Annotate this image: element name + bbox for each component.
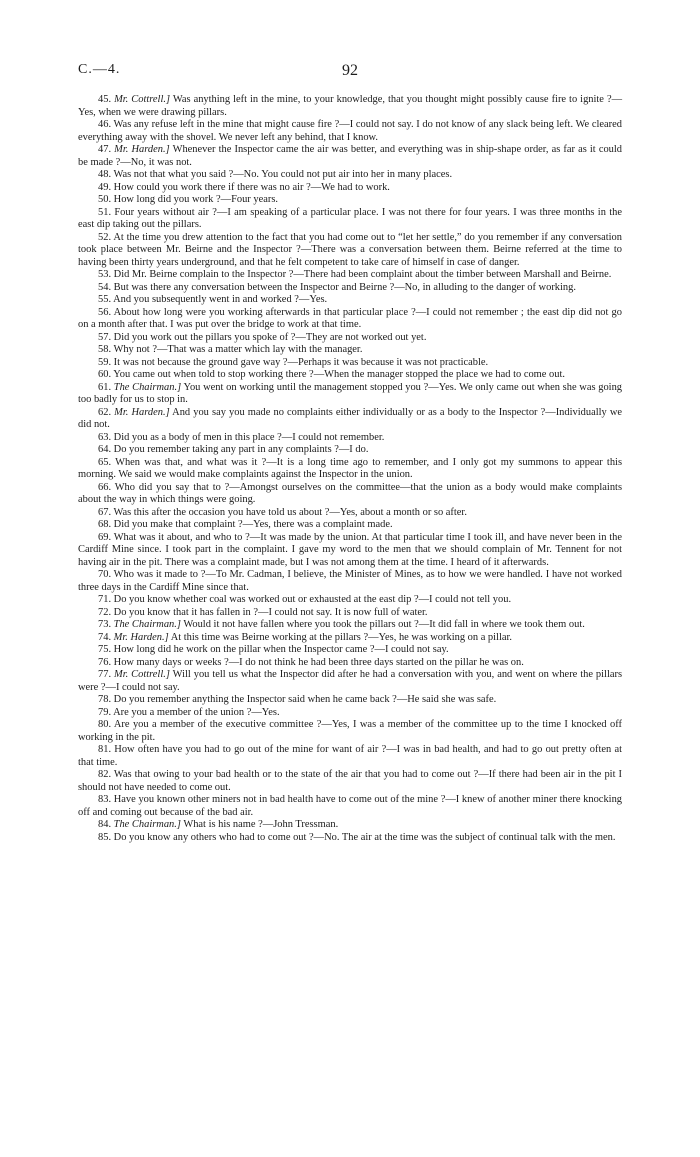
question-text: And you say you made no complaints either individually or as a body to the Inspector ?—Individually we did not. (78, 406, 622, 430)
question-paragraph (78, 307, 622, 332)
question-text: You went on working until the management stopped you ?—Yes. We only came out when she was going too badly for us to stop in. (78, 381, 623, 405)
question-number: 63. (98, 431, 112, 443)
question-paragraph (78, 369, 622, 382)
question-text: About how long were you working afterwards in that particular place ?—I could not remember ; the east dip did not go on a month after that. I was put over the bridge to work at that time. (78, 306, 622, 330)
question-paragraph (78, 382, 622, 407)
question-number: 59. (98, 356, 112, 368)
question-number: 47. (98, 144, 112, 155)
question-text: Would it not have fallen where you took the pillars out ?—It did fall in where we took them out. (183, 619, 585, 630)
question-paragraph (78, 644, 622, 657)
question-text: How often have you had to go out of the mine for want of air ?—I was in bad health, and had to go out pretty often at that time. (78, 744, 622, 768)
question-number: 74. (98, 631, 112, 643)
question-number: 45. (98, 94, 112, 105)
question-paragraph (78, 444, 622, 457)
question-paragraph (78, 707, 622, 720)
question-text: How many days or weeks ?—I do not think he had been three days started on the pillar he was on. (113, 656, 524, 668)
question-paragraph (78, 657, 622, 670)
question-paragraph (78, 344, 622, 357)
question-paragraph (78, 269, 622, 282)
page-number: 92 (342, 62, 358, 79)
question-number: 73. (98, 619, 112, 630)
question-paragraph (78, 144, 622, 169)
question-number: 66. (98, 481, 112, 493)
question-number: 53. (98, 269, 112, 280)
speaker-label: The Chairman.] (113, 381, 182, 393)
question-text: Was this after the occasion you have told us about ?—Yes, about a month or so after. (113, 506, 467, 518)
question-number: 75. (98, 644, 112, 655)
question-number: 83. (98, 794, 112, 805)
question-number: 76. (98, 656, 112, 668)
question-number: 48. (98, 169, 112, 180)
question-number: 46. (98, 119, 112, 130)
question-number: 50. (98, 194, 112, 205)
question-paragraph (78, 207, 622, 232)
question-paragraph (78, 819, 622, 832)
question-paragraph (78, 332, 622, 345)
question-number: 80. (98, 719, 112, 730)
question-number: 79. (98, 706, 112, 718)
speaker-label: Mr. Harden.] (114, 144, 170, 155)
question-number: 49. (98, 181, 112, 193)
question-text: What was it about, and who to ?—It was made by the union. At that particular time I took ill, and have never been in the Cardiff Mine since. I took part in the complaint. I gave my word to the men that we should complain of Mr. Tennent for not having air in the pit. There was a complaint made, but I was not among them at the time. I heard of it afterwards. (78, 531, 622, 568)
question-paragraph (78, 694, 622, 707)
question-text: Four years without air ?—I am speaking of a particular place. I was not there for four years. I was three months in the east dip taking out the pillars. (78, 206, 622, 230)
speaker-label: Mr. Harden.] (113, 631, 169, 643)
question-text: How could you work there if there was no air ?—We had to work. (113, 181, 390, 193)
question-text: Was not that what you said ?—No. You could not put air into her in many places. (113, 169, 453, 180)
question-text: Do you know whether coal was worked out or exhausted at the east dip ?—I could not tell you. (113, 594, 512, 605)
question-text: But was there any conversation between the Inspector and Beirne ?—No, in alluding to the danger of working. (113, 281, 576, 293)
question-number: 65. (98, 456, 112, 468)
question-number: 71. (98, 594, 112, 605)
question-paragraph (78, 232, 622, 270)
question-number: 70. (98, 569, 112, 580)
question-number: 78. (98, 694, 112, 705)
question-text: What is his name ?—John Tressman. (183, 819, 339, 830)
question-number: 60. (98, 369, 112, 380)
question-paragraph (78, 669, 622, 694)
question-paragraph (78, 632, 622, 645)
question-paragraph (78, 432, 622, 445)
question-number: 55. (98, 294, 112, 305)
question-text: Who was it made to ?—To Mr. Cadman, I believe, the Minister of Mines, as to how we were handled. I have not worked three days in the Cardiff Mine since that. (78, 569, 622, 593)
question-number: 57. (98, 331, 112, 343)
question-number: 72. (98, 606, 112, 618)
question-paragraph (78, 619, 622, 632)
question-number: 82. (98, 769, 112, 780)
question-paragraph (78, 794, 622, 819)
speaker-label: The Chairman.] (113, 619, 181, 630)
question-number: 85. (98, 831, 112, 843)
question-text: Was anything left in the mine, to your knowledge, that you thought might possibly cause fire to ignite ?—Yes, when we were drawing pillars. (78, 94, 623, 118)
question-number: 81. (98, 744, 112, 755)
question-paragraph (78, 569, 622, 594)
speaker-label: Mr. Cottrell.] (114, 94, 171, 105)
question-paragraph (78, 594, 622, 607)
question-text: Do you remember anything the Inspector said when he came back ?—He said she was safe. (113, 694, 497, 705)
question-paragraph (78, 532, 622, 570)
question-number: 61. (98, 381, 112, 393)
question-number: 56. (98, 306, 112, 318)
question-text: And you subsequently went in and worked ?—Yes. (113, 294, 328, 305)
question-paragraph (78, 282, 622, 295)
question-number: 62. (98, 406, 112, 418)
question-number: 64. (98, 444, 112, 455)
question-text: Have you known other miners not in bad health have to come out of the mine ?—I knew of another miner there knocking off and coming out because of the bad air. (78, 794, 623, 818)
question-paragraph (78, 744, 622, 769)
question-number: 54. (98, 281, 112, 293)
question-number: 84. (98, 819, 112, 830)
question-number: 51. (98, 206, 112, 218)
speaker-label: The Chairman.] (113, 819, 181, 830)
question-paragraph (78, 457, 622, 482)
question-paragraph (78, 832, 622, 845)
question-text: Who did you say that to ?—Amongst ourselves on the committee—that the union as a body would make complaints about the way in which things were going. (78, 481, 623, 505)
testimony-body (78, 94, 622, 844)
question-text: Did Mr. Beirne complain to the Inspector ?—There had been complaint about the timber between Marshall and Beirne. (113, 269, 612, 280)
question-text: At this time was Beirne working at the pillars ?—Yes, he was working on a pillar. (170, 631, 512, 643)
question-text: How long did you work ?—Four years. (113, 194, 279, 205)
question-number: 77. (98, 669, 112, 680)
question-paragraph (78, 119, 622, 144)
question-number: 69. (98, 531, 112, 543)
question-text: Did you as a body of men in this place ?—I could not remember. (113, 431, 385, 443)
question-text: You came out when told to stop working there ?—When the manager stopped the place we had to come out. (113, 369, 565, 380)
question-text: Do you know that it has fallen in ?—I could not say. It is now full of water. (113, 606, 428, 618)
question-paragraph (78, 357, 622, 370)
question-paragraph (78, 94, 622, 119)
speaker-label: Mr. Harden.] (114, 406, 170, 418)
question-paragraph (78, 507, 622, 520)
question-text: How long did he work on the pillar when the Inspector came ?—I could not say. (113, 644, 449, 655)
question-paragraph (78, 169, 622, 182)
question-text: Are you a member of the executive committee ?—Yes, I was a member of the committee up to the time I knocked off working in the pit. (78, 719, 622, 743)
question-paragraph (78, 769, 622, 794)
question-text: When was that, and what was it ?—It is a long time ago to remember, and I only got my summons to appear this morning. We said we would make complaints against the Inspector in the union. (78, 456, 623, 480)
question-paragraph (78, 294, 622, 307)
question-number: 52. (98, 231, 112, 243)
page-header (78, 62, 622, 82)
question-paragraph (78, 482, 622, 507)
question-paragraph (78, 182, 622, 195)
question-text: It was not because the ground gave way ?—Perhaps it was because it was not practicable. (113, 356, 489, 368)
question-text: Are you a member of the union ?—Yes. (113, 706, 280, 718)
question-text: Will you tell us what the Inspector did after he had a conversation with you, and went on where the pillars were ?—I could not say. (78, 669, 623, 693)
question-paragraph (78, 607, 622, 620)
question-number: 58. (98, 344, 112, 355)
question-paragraph (78, 194, 622, 207)
question-text: Do you know any others who had to come out ?—No. The air at the time was the subject of continual talk with the men. (113, 831, 616, 843)
question-number: 68. (98, 519, 112, 530)
question-paragraph (78, 719, 622, 744)
speaker-label: Mr. Cottrell.] (114, 669, 170, 680)
question-text: Was that owing to your bad health or to the state of the air that you had to come out ?—If there had been air in the pit I should not have needed to come out. (78, 769, 622, 793)
question-paragraph (78, 519, 622, 532)
question-text: At the time you drew attention to the fact that you had come out to “let her settle,” do you remember if any conversation took place between Mr. Beirne and the Inspector ?—There was a conversation between them. Beirne referred at the time to having been thirty years underground, and that he felt competent to take care of himself in case of danger. (78, 231, 622, 268)
question-text: Did you work out the pillars you spoke of ?—They are not worked out yet. (113, 331, 427, 343)
question-number: 67. (98, 506, 112, 518)
question-paragraph (78, 407, 622, 432)
question-text: Did you make that complaint ?—Yes, there was a complaint made. (113, 519, 393, 530)
question-text: Was any refuse left in the mine that might cause fire ?—I could not say. I do not know of any slack being left. We cleared everything away with the shovel. We never left any behind, that I know. (78, 119, 622, 143)
question-text: Whenever the Inspector came the air was better, and everything was in ship-shape order, as far as it could be made ?—No, it was not. (78, 144, 623, 168)
question-text: Do you remember taking any part in any complaints ?—I do. (113, 444, 369, 455)
question-text: Why not ?—That was a matter which lay with the manager. (113, 344, 363, 355)
document-reference: C.—4. (78, 62, 121, 77)
